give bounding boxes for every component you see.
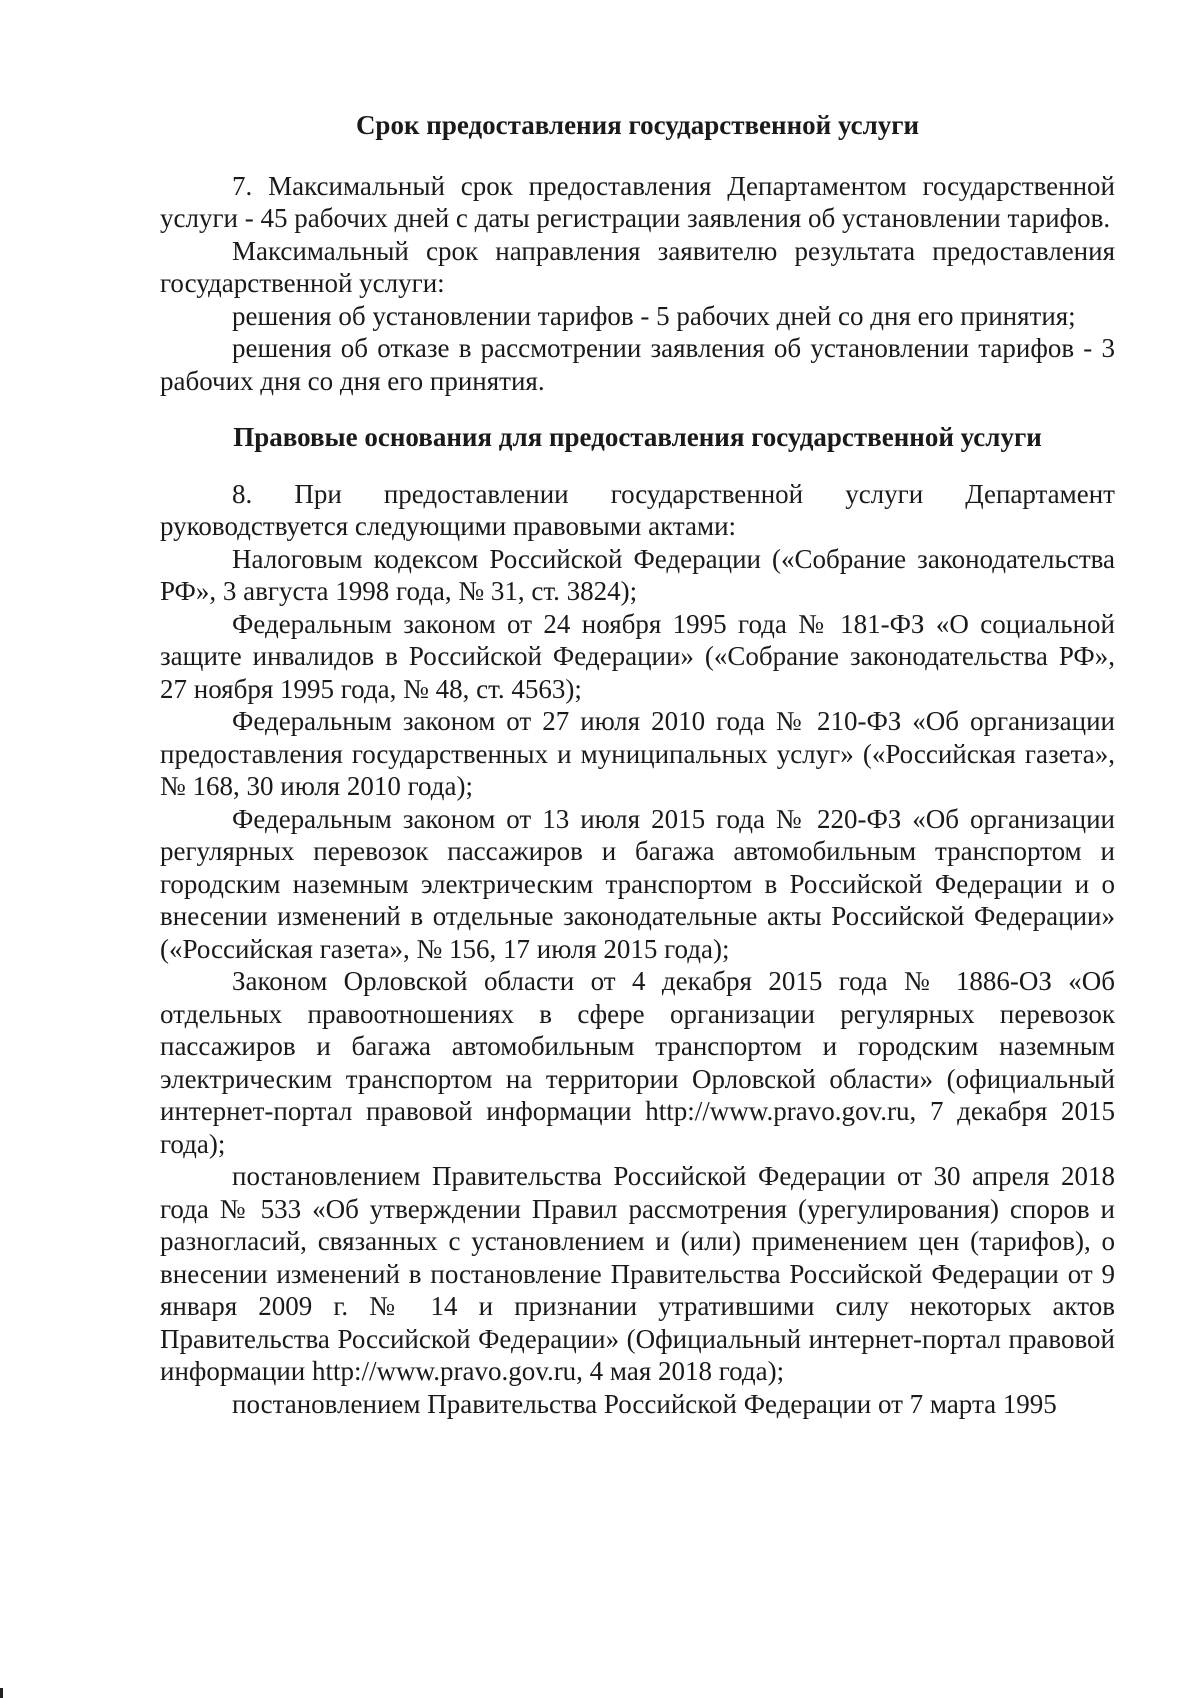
paragraph-tax-code: Налоговым кодексом Российской Федерации («Собрание законодательства РФ», 3 августа 1998 года, № 31, ст. 3824); (160, 543, 1115, 606)
paragraph-8-legal-acts: 8. При предоставлении государственной услуги Департамент руководствуется следующими правовыми актами: (160, 478, 1115, 541)
paragraph-law-1886-oz: Законом Орловской области от 4 декабря 2015 года № 1886-ОЗ «Об отдельных правоотношениях в сфере организации регулярных перевозок пассажиров и багажа автомобильным транспортом и городским наземным электрическим транспортом на территории Орловской области» (официальный интернет-портал правовой информации http://www.pravo.gov.ru, 7 декабря 2015 года); (160, 966, 1115, 1159)
paragraph-law-220-fz: Федеральным законом от 13 июля 2015 года № 220-ФЗ «Об организации регулярных перевозок пассажиров и багажа автомобильным транспортом и городским наземным электрическим транспортом в Российской Федерации и о внесении изменений в отдельные законодательные акты Российской Федерации» («Российская газета», № 156, 17 июля 2015 года); (160, 803, 1115, 964)
document-body (160, 109, 1115, 1420)
section-heading-legal-basis: Правовые основания для предоставления государственной услуги (233, 422, 1042, 452)
paragraph-law-181-fz: Федеральным законом от 24 ноября 1995 года № 181-ФЗ «О социальной защите инвалидов в Российской Федерации» («Собрание законодательства РФ», 27 ноября 1995 года, № 48, ст. 4563); (160, 608, 1115, 704)
paragraph-law-210-fz: Федеральным законом от 27 июля 2010 года № 210-ФЗ «Об организации предоставления государственных и муниципальных услуг» («Российская газета», № 168, 30 июля 2010 года); (160, 706, 1115, 801)
paragraph-decree-533: постановлением Правительства Российской Федерации от 30 апреля 2018 года № 533 «Об утверждении Правил рассмотрения (урегулирования) споров и разногласий, связанных с установлением и (или) применением цен (тарифов), о внесении изменений в постановление Правительства Российской Федерации от 9 января 2009 г. № 14 и признании утратившими силу некоторых актов Правительства Российской Федерации» (Официальный интернет-портал правовой информации http://www.pravo.gov.ru, 4 мая 2018 года); (160, 1161, 1115, 1386)
paragraph-decree-1995: постановлением Правительства Российской Федерации от 7 марта 1995 (232, 1388, 1057, 1419)
paragraph-7-max-term: 7. Максимальный срок предоставления Департаментом государственной услуги - 45 рабочих дней с даты регистрации заявления об установлении тарифов. (160, 170, 1115, 233)
scan-edge-mark (0, 1688, 3, 1698)
paragraph-result-term: Максимальный срок направления заявителю результата предоставления государственной услуги: (160, 235, 1115, 298)
paragraph-decision-refusal: решения об отказе в рассмотрении заявления об установлении тарифов - 3 рабочих дня со дня его принятия. (160, 333, 1115, 396)
paragraph-decision-tariffs: решения об установлении тарифов - 5 рабочих дней со дня его принятия; (232, 300, 1076, 331)
section-heading-service-term: Срок предоставления государственной услуги (355, 110, 920, 140)
